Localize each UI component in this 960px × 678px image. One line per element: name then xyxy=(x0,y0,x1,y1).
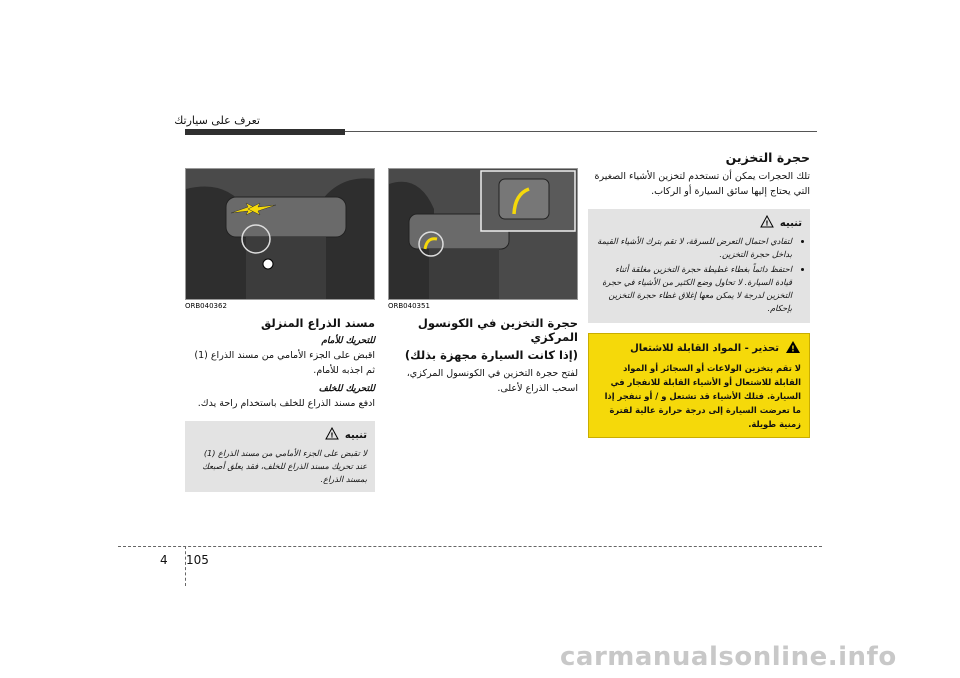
instruction-forward: اقبض على الجزء الأمامي من مسند الذراع (1) ثم اجذبه للأمام. xyxy=(194,350,375,376)
svg-text:!: ! xyxy=(765,219,769,228)
photo-code: ORB040351 xyxy=(388,302,430,310)
footer-rule xyxy=(118,546,822,547)
warning-triangle-icon xyxy=(760,215,774,231)
svg-text:!: ! xyxy=(791,344,795,354)
header-bar xyxy=(185,129,345,135)
warning-box xyxy=(588,333,810,438)
section-title: حجرة التخزين xyxy=(725,150,810,165)
caution-text: لا تقبض على الجزء الأمامي من مسند الذراع (1) عند تحريك مسند الذراع للخلف، فقد يعلق أصبعك بمسند الذراع. xyxy=(202,448,367,484)
armrest-photo xyxy=(185,168,375,300)
warning-triangle-icon xyxy=(785,340,801,357)
subheading-forward: للتحريك للأمام xyxy=(321,336,375,346)
armrest-illustration xyxy=(186,169,374,299)
column-sliding-armrest xyxy=(185,168,375,492)
console-illustration xyxy=(389,169,577,299)
caution-box xyxy=(185,421,375,492)
section-subtitle: (إذا كانت السيارة مجهزة بذلك) xyxy=(404,348,578,362)
subheading-backward: للتحريك للخلف xyxy=(318,384,375,394)
warning-triangle-icon xyxy=(325,427,339,443)
photo-code: ORB040362 xyxy=(185,302,227,310)
warning-title: تحذير - المواد القابلة للاشتعال xyxy=(630,343,779,354)
svg-text:!: ! xyxy=(330,431,334,440)
column-center-console xyxy=(388,168,578,400)
section-title: حجرة التخزين في الكونسول المركزي xyxy=(417,316,578,344)
chapter-number: 4 xyxy=(160,553,168,567)
console-instruction: لفتح حجرة التخزين في الكونسول المركزي، اسحب الذراع لأعلى. xyxy=(406,368,578,394)
storage-intro: تلك الحجرات يمكن أن تستخدم لتخزين الأشياء الصغيرة التي يحتاج إليها سائق السيارة أو الركاب. xyxy=(594,171,810,197)
warning-text: لا تقم بتخزين الولاعات أو السجائر أو المواد القابلة للاشتعال أو الأشياء القابلة للانفجار في السيارة. فتلك الأشياء قد تشتعل و / أو تنفجر إذا ما تعرضت السيارة إلى درجة حرارة عالية لفترة زمنية طويلة. xyxy=(604,363,801,429)
section-title: مسند الذراع المنزلق xyxy=(261,316,375,330)
console-photo xyxy=(388,168,578,300)
column-storage xyxy=(588,144,810,438)
instruction-backward: ادفع مسند الذراع للخلف باستخدام راحة يدك. xyxy=(197,398,375,409)
caution-item: • لتفادي احتمال التعرض للسرقة، لا تقم بترك الأشياء القيمة بداخل حجرة التخزين. xyxy=(596,235,792,261)
page-number: 105 xyxy=(186,553,209,567)
caution-item: • احتفظ دائماً بغطاء غطيطة حجرة التخزين مغلقة أثناء قيادة السيارة. لا تحاول وضع الكثير من الأشياء في حجرة التخزين لدرجة لا يمكن معها إغلاق غطاء حجرة التخزين بإحكام. xyxy=(596,263,792,315)
caution-title: تنبيه xyxy=(779,217,802,229)
running-header: تعرف على سيارتك xyxy=(174,114,260,127)
caution-box xyxy=(588,209,810,323)
caution-title: تنبيه xyxy=(344,429,367,441)
watermark: carmanualsonline.info xyxy=(560,642,897,672)
